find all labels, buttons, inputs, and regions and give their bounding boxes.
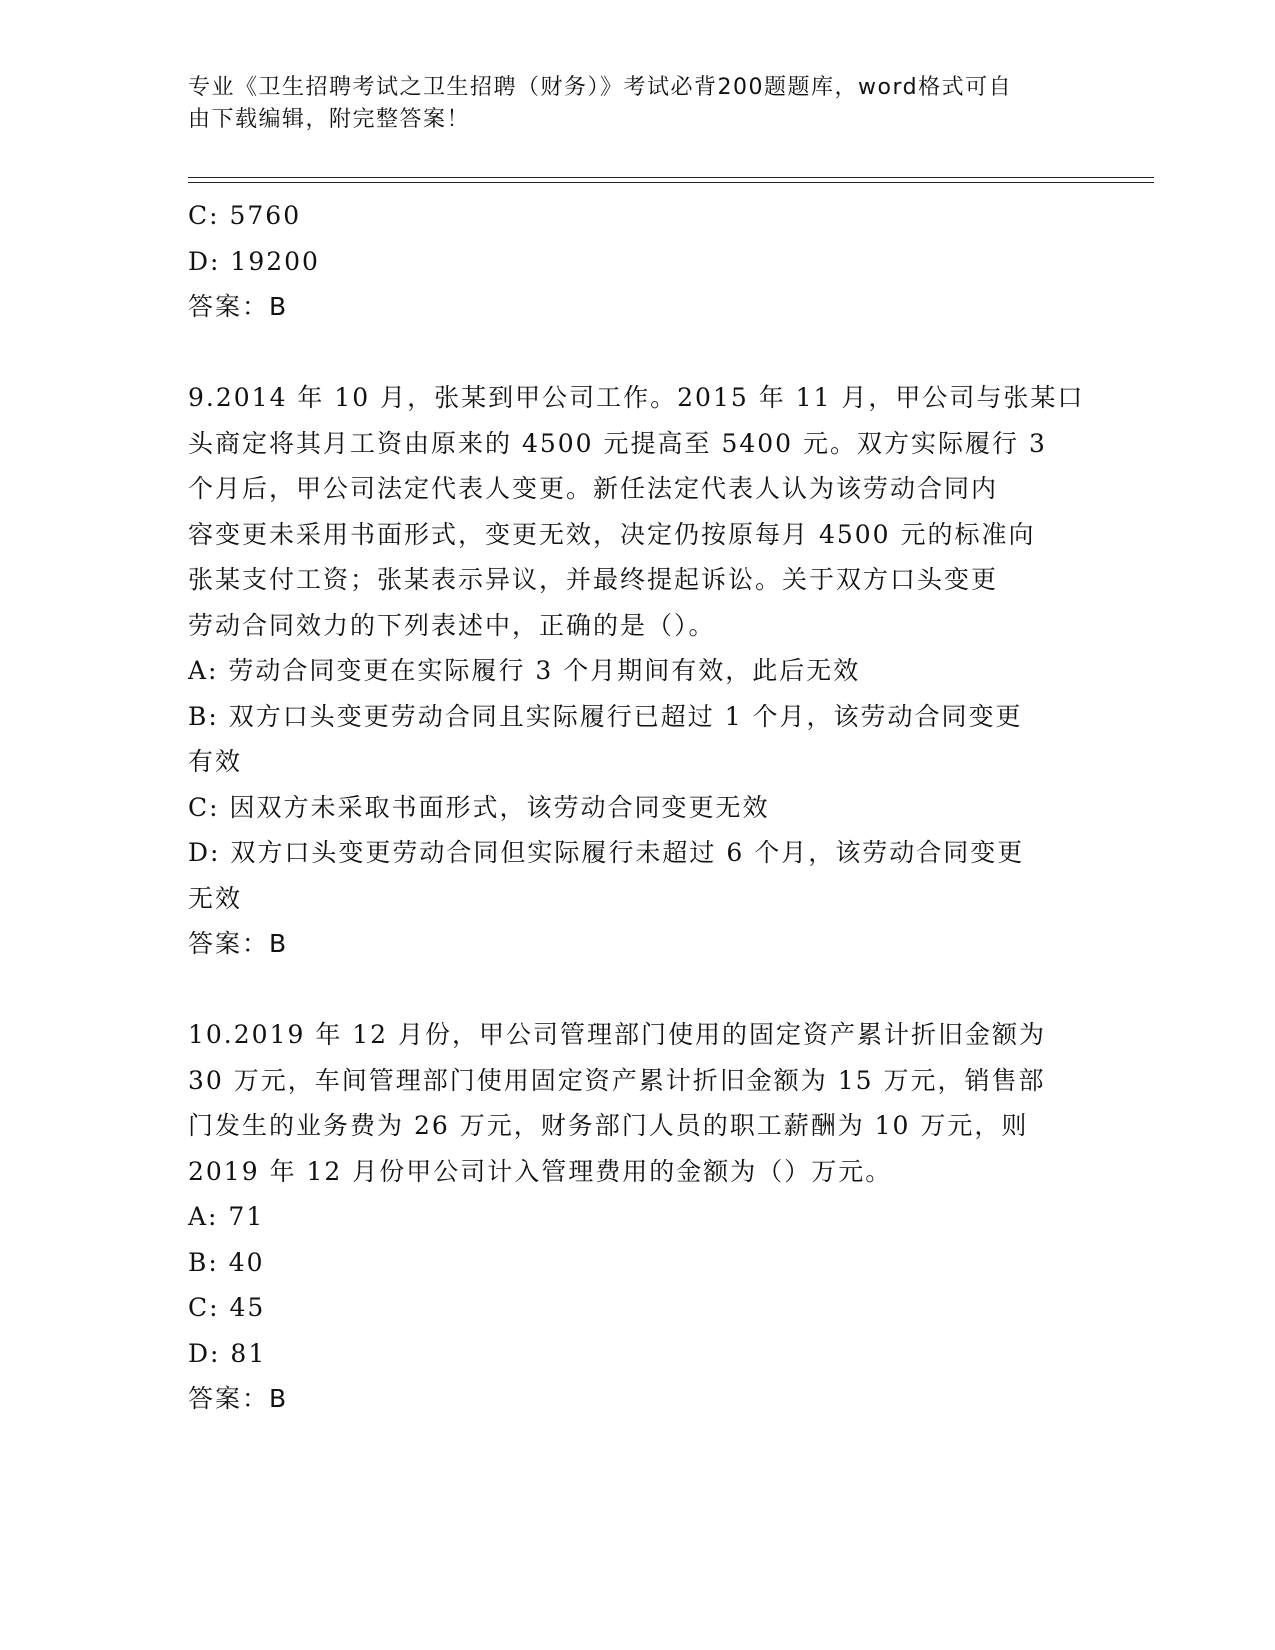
option-b: B: 双方口头变更劳动合同且实际履行已超过 1 个月，该劳动合同变更 <box>188 701 1023 731</box>
option-d: D: 双方口头变更劳动合同但实际履行未超过 6 个月，该劳动合同变更 <box>188 838 1025 867</box>
option-a: A: 劳动合同变更在实际履行 3 个月期间有效，此后无效 <box>188 656 861 685</box>
option-b: B: 40 <box>188 1247 265 1277</box>
header-divider-top <box>188 177 1154 178</box>
question-options <box>188 1194 1088 1376</box>
answer: 答案：B <box>188 292 289 321</box>
question-10 <box>188 1012 1088 1422</box>
question-content <box>188 193 1088 1422</box>
option-c: C: 因双方未采取书面形式，该劳动合同变更无效 <box>188 792 770 822</box>
stem-line: 30 万元，车间管理部门使用固定资产累计折旧金额为 15 万元，销售部 <box>188 1065 1046 1095</box>
question-stem <box>188 1012 1088 1194</box>
stem-line: 2019 年 12 月份甲公司计入管理费用的金额为（）万元。 <box>188 1156 893 1186</box>
option-d: D: 19200 <box>188 246 320 276</box>
option-c: C: 5760 <box>188 201 302 230</box>
answer: 答案：B <box>188 1384 289 1413</box>
page-header <box>188 72 1068 136</box>
stem-line: 9.2014 年 10 月，张某到甲公司工作。2015 年 11 月，甲公司与张某口 <box>188 383 1085 412</box>
option-c: C: 45 <box>188 1293 266 1322</box>
spacer <box>188 967 1088 1013</box>
option-b-continued: 有效 <box>188 747 243 776</box>
previous-question-tail <box>188 193 1088 330</box>
stem-line: 容变更未采用书面形式，变更无效，决定仍按原每月 4500 元的标准向 <box>188 519 1036 549</box>
option-d: D: 81 <box>188 1338 267 1368</box>
spacer <box>188 330 1088 376</box>
option-a: A: 71 <box>188 1202 265 1231</box>
stem-line: 头商定将其月工资由原来的 4500 元提高至 5400 元。双方实际履行 3 <box>188 428 1047 458</box>
stem-line: 张某支付工资；张某表示异议，并最终提起诉讼。关于双方口头变更 <box>188 565 999 594</box>
stem-line: 劳动合同效力的下列表述中，正确的是（）。 <box>188 610 716 640</box>
question-stem <box>188 375 1088 648</box>
header-divider-bottom <box>188 182 1154 183</box>
option-d-continued: 无效 <box>188 883 243 913</box>
header-line: 由下载编辑，附完整答案！ <box>188 107 471 132</box>
stem-line: 个月后，甲公司法定代表人变更。新任法定代表人认为该劳动合同内 <box>188 474 999 503</box>
header-line: 专业《卫生招聘考试之卫生招聘（财务）》考试必背200题题库，word格式可自 <box>188 75 1013 100</box>
stem-line: 门发生的业务费为 26 万元，财务部门人员的职工薪酬为 10 万元，则 <box>188 1111 1029 1140</box>
answer: 答案：B <box>188 929 289 958</box>
question-9 <box>188 375 1088 967</box>
stem-line: 10.2019 年 12 月份，甲公司管理部门使用的固定资产累计折旧金额为 <box>188 1020 1047 1049</box>
question-options <box>188 648 1088 921</box>
